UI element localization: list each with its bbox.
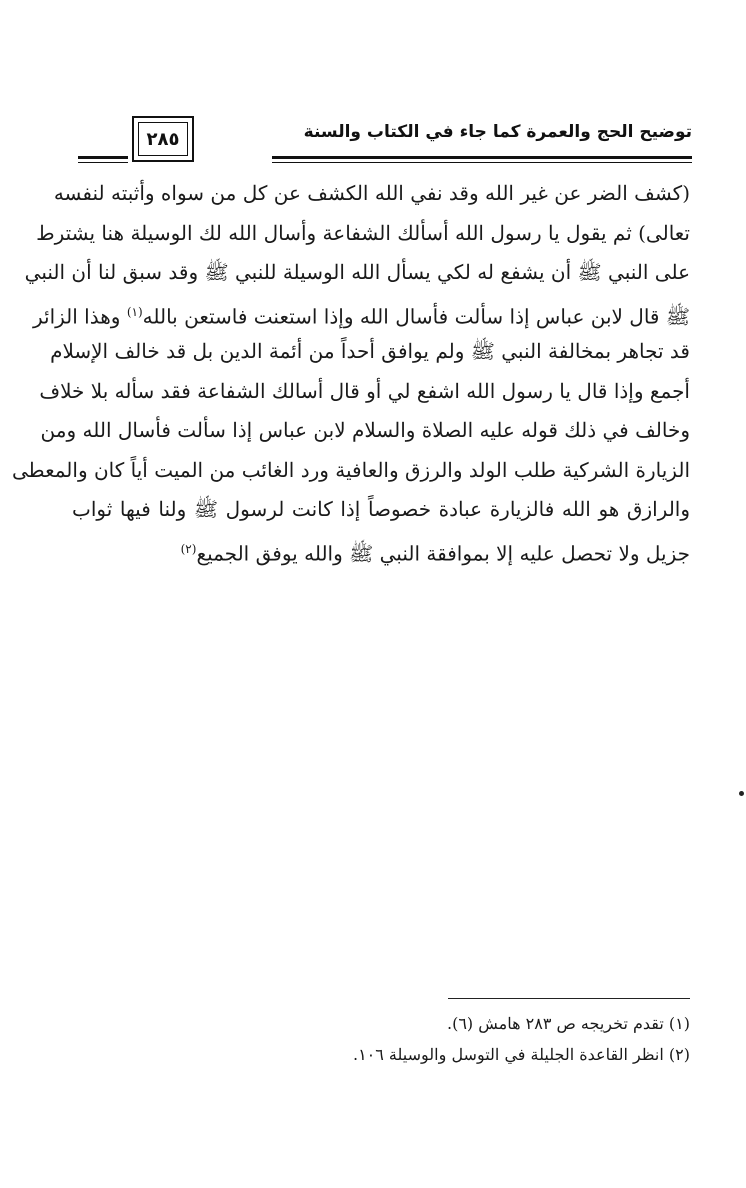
footnote-1: (١) تقدم تخريجه ص ٢٨٣ هامش (٦). bbox=[447, 1014, 690, 1033]
footnotes bbox=[300, 1008, 690, 1070]
text-line-4 bbox=[32, 293, 690, 333]
text-line-4-main: ﷺ قال لابن عباس إذا سألت فأسال الله وإذا استعنت فاستعن بالله bbox=[142, 304, 690, 329]
header-rule-left bbox=[78, 156, 128, 163]
text-line-7: وخالف في ذلك قوله عليه الصلاة والسلام لابن عباس إذا سألت فأسال الله ومن bbox=[40, 418, 690, 442]
footnote-2: (٢) انظر القاعدة الجليلة في التوسل والوسيلة ١٠٦. bbox=[352, 1045, 690, 1064]
header-rule-right bbox=[272, 156, 692, 163]
page-number: ٢٨٥ bbox=[138, 122, 188, 156]
text-line-1: (كشف الضر عن غير الله وقد نفي الله الكشف عن كل من سواه وأثبته لنفسه bbox=[53, 181, 690, 205]
text-line-4-tail: وهذا الزائر bbox=[32, 304, 127, 329]
footnote-ref-1[interactable]: (١) bbox=[126, 304, 143, 319]
text-line-3: على النبي ﷺ أن يشفع له لكي يسأل الله الوسيلة للنبي ﷺ وقد سبق لنا أن النبي bbox=[24, 260, 690, 284]
footnote-separator bbox=[448, 998, 690, 999]
margin-dot bbox=[739, 791, 744, 796]
running-title: توضيح الحج والعمرة كما جاء في الكتاب والسنة bbox=[303, 122, 692, 142]
main-text bbox=[12, 174, 690, 569]
text-line-2: تعالى) ثم يقول يا رسول الله أسألك الشفاعة وأسال الله لك الوسيلة هنا يشترط bbox=[36, 220, 690, 245]
page-number-frame bbox=[132, 116, 194, 162]
text-line-10 bbox=[72, 530, 690, 570]
text-line-9: والرازق هو الله فالزيارة عبادة خصوصاً إذا كانت لرسول ﷺ ولنا فيها ثواب bbox=[72, 497, 690, 521]
text-line-5: قد تجاهر بمخالفة النبي ﷺ ولم يوافق أحداً من أئمة الدين بل قد خالف الإسلام bbox=[50, 339, 690, 363]
text-line-6: أجمع وإذا قال يا رسول الله اشفع لي أو قال أسالك الشفاعة فقد سأله بلا خلاف bbox=[39, 378, 690, 403]
text-line-10-main: جزيل ولا تحصل عليه إلا بموافقة النبي ﷺ والله يوفق الجميع bbox=[196, 541, 690, 566]
text-line-8: الزيارة الشركية طلب الولد والرزق والعافية ورد الغائب من الميت أياً كان والمعطى bbox=[12, 457, 690, 482]
footnote-ref-2[interactable]: (٢) bbox=[180, 541, 197, 556]
page-header bbox=[78, 112, 692, 164]
